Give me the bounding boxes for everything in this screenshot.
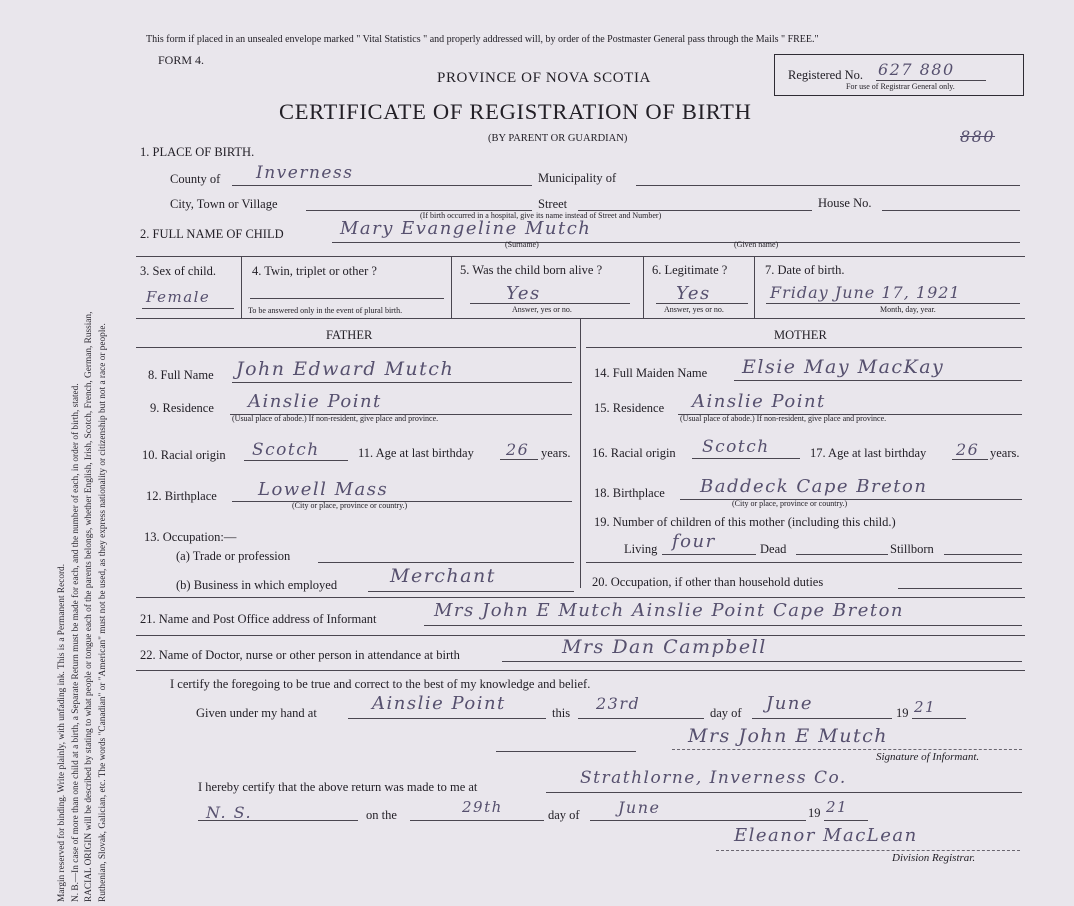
province-heading: PROVINCE OF NOVA SCOTIA bbox=[437, 70, 651, 86]
mother-age-years: years. bbox=[990, 446, 1020, 460]
registrar-day-value: 29th bbox=[462, 798, 503, 816]
father-racial-label: 10. Racial origin bbox=[142, 448, 226, 462]
given-this-label: this bbox=[552, 706, 571, 720]
page-subtitle: (BY PARENT OR GUARDIAN) bbox=[488, 133, 628, 144]
father-residence-value: Ainslie Point bbox=[248, 391, 382, 412]
margin-notes bbox=[56, 2, 128, 902]
alive-note: Answer, yes or no. bbox=[512, 305, 572, 314]
county-value: Inverness bbox=[256, 163, 354, 183]
mother-name-value: Elsie May MacKay bbox=[742, 356, 945, 378]
registrar-year-value: 21 bbox=[826, 798, 849, 816]
registrar-signature-caption: Division Registrar. bbox=[892, 852, 976, 864]
margin-note-4: Ruthenian, Slovak, Galician, etc. The words "Canadian" or "American" must not be used, as they express nationality or citizenship but not a race or people. bbox=[97, 323, 108, 902]
given-day-of-label: day of bbox=[710, 706, 742, 720]
mother-birthplace-note: (City or place, province or country.) bbox=[732, 499, 848, 508]
registered-label: Registered No. bbox=[788, 68, 863, 82]
mother-birthplace-label: 18. Birthplace bbox=[594, 486, 665, 500]
alive-value: Yes bbox=[506, 283, 541, 304]
mother-name-label: 14. Full Maiden Name bbox=[594, 366, 708, 380]
legitimate-note: Answer, yes or no. bbox=[664, 305, 724, 314]
certification-statement: I certify the foregoing to be true and correct to the best of my knowledge and belief. bbox=[170, 677, 591, 691]
registrar-place-value: Strathlorne, Inverness Co. bbox=[580, 768, 847, 788]
postage-notice: This form if placed in an unsealed envelope marked " Vital Statistics " and properly addressed will, by order of the Postmaster General pass through the Mails " FREE." bbox=[146, 34, 819, 45]
registrar-statement: I hereby certify that the above return was made to me at bbox=[198, 780, 478, 794]
form-number: FORM 4. bbox=[158, 53, 205, 67]
mother-residence-note: (Usual place of abode.) If non-resident, give place and province. bbox=[680, 414, 887, 423]
trade-label: (a) Trade or profession bbox=[176, 549, 291, 563]
occupation-label: 13. Occupation:— bbox=[144, 530, 237, 544]
given-day-value: 23rd bbox=[596, 694, 641, 713]
mother-residence-value: Ainslie Point bbox=[692, 391, 826, 412]
registrar-year-prefix: 19 bbox=[808, 806, 821, 820]
hospital-note: (If birth occurred in a hospital, give its name instead of Street and Number) bbox=[420, 211, 662, 220]
father-age-years: years. bbox=[541, 446, 571, 460]
doctor-value: Mrs Dan Campbell bbox=[562, 636, 767, 658]
given-year-value: 21 bbox=[914, 698, 937, 716]
father-residence-label: 9. Residence bbox=[150, 401, 214, 415]
children-count-label: 19. Number of children of this mother (including this child.) bbox=[594, 515, 896, 529]
county-label: County of bbox=[170, 172, 221, 186]
registrar-place-continued: N. S. bbox=[206, 803, 253, 822]
birth-date-label: 7. Date of birth. bbox=[765, 263, 845, 277]
given-name-note: (Given name) bbox=[734, 240, 779, 249]
father-birthplace-note: (City or place, province or country.) bbox=[292, 501, 408, 510]
father-birthplace-label: 12. Birthplace bbox=[146, 489, 217, 503]
margin-note-2: N. B.—In case of more than one child at a birth, a Separate Return must be made for each, and the number of each, in order of birth, stated. bbox=[70, 383, 81, 902]
registrar-month-value: June bbox=[618, 798, 661, 817]
registered-number: 627 880 bbox=[878, 60, 955, 79]
mother-age-value: 26 bbox=[956, 440, 980, 459]
living-value: four bbox=[672, 531, 716, 552]
child-name-label: 2. FULL NAME OF CHILD bbox=[140, 227, 284, 241]
given-place-value: Ainslie Point bbox=[372, 693, 506, 714]
business-label: (b) Business in which employed bbox=[176, 578, 338, 592]
mother-birthplace-value: Baddeck Cape Breton bbox=[700, 476, 928, 497]
given-year-prefix: 19 bbox=[896, 706, 909, 720]
informant-label: 21. Name and Post Office address of Informant bbox=[140, 612, 377, 626]
birth-date-note: Month, day, year. bbox=[880, 305, 936, 314]
legitimate-label: 6. Legitimate ? bbox=[652, 263, 728, 277]
twin-note: To be answered only in the event of plural birth. bbox=[248, 306, 403, 315]
given-under-label: Given under my hand at bbox=[196, 706, 317, 720]
informant-value: Mrs John E Mutch Ainslie Point Cape Breton bbox=[434, 600, 905, 621]
father-residence-note: (Usual place of abode.) If non-resident, give place and province. bbox=[232, 414, 439, 423]
mother-residence-label: 15. Residence bbox=[594, 401, 665, 415]
birth-date-value: Friday June 17, 1921 bbox=[770, 283, 961, 302]
margin-note-3: RACIAL ORIGIN will be described by stating to what people or tongue each of the parents belongs, whether English, Irish, Scotch, French, German, Russian, bbox=[84, 311, 95, 902]
registrar-note: For use of Registrar General only. bbox=[846, 82, 955, 91]
father-name-label: 8. Full Name bbox=[148, 368, 214, 382]
father-name-value: John Edward Mutch bbox=[236, 358, 455, 380]
father-heading: FATHER bbox=[326, 328, 373, 342]
stillborn-label: Stillborn bbox=[890, 542, 934, 556]
legitimate-value: Yes bbox=[676, 283, 711, 304]
mother-occupation-label: 20. Occupation, if other than household duties bbox=[592, 575, 824, 589]
street-label: Street bbox=[538, 197, 568, 211]
father-birthplace-value: Lowell Mass bbox=[258, 479, 389, 500]
father-age-value: 26 bbox=[506, 440, 530, 459]
mother-racial-value: Scotch bbox=[702, 437, 770, 457]
business-value: Merchant bbox=[390, 565, 496, 587]
living-label: Living bbox=[624, 542, 658, 556]
dead-label: Dead bbox=[760, 542, 787, 556]
mother-heading: MOTHER bbox=[774, 328, 827, 342]
twin-label: 4. Twin, triplet or other ? bbox=[252, 264, 377, 278]
informant-signature: Mrs John E Mutch bbox=[688, 725, 889, 747]
sex-value: Female bbox=[146, 288, 211, 306]
informant-signature-caption: Signature of Informant. bbox=[876, 751, 980, 763]
registrar-signature: Eleanor MacLean bbox=[734, 825, 918, 846]
alive-label: 5. Was the child born alive ? bbox=[460, 263, 603, 277]
registrar-day-of-label: day of bbox=[548, 808, 580, 822]
doctor-label: 22. Name of Doctor, nurse or other person in attendance at birth bbox=[140, 648, 460, 662]
given-month-value: June bbox=[766, 693, 814, 714]
registrar-on-label: on the bbox=[366, 808, 397, 822]
father-racial-value: Scotch bbox=[252, 440, 320, 460]
margin-note-1: Margin reserved for binding. Write plainly, with unfading ink. This is a Permanent Record. bbox=[57, 563, 67, 902]
mother-age-label: 17. Age at last birthday bbox=[810, 446, 927, 460]
margin-number: 880 bbox=[960, 127, 996, 146]
municipality-label: Municipality of bbox=[538, 171, 617, 185]
father-age-label: 11. Age at last birthday bbox=[358, 446, 474, 460]
surname-note: (Surname) bbox=[505, 240, 539, 249]
place-of-birth-label: 1. PLACE OF BIRTH. bbox=[140, 145, 255, 159]
city-label: City, Town or Village bbox=[170, 197, 278, 211]
house-number-label: House No. bbox=[818, 196, 872, 210]
sex-label: 3. Sex of child. bbox=[140, 264, 217, 278]
page-title: CERTIFICATE OF REGISTRATION OF BIRTH bbox=[279, 99, 752, 124]
mother-racial-label: 16. Racial origin bbox=[592, 446, 676, 460]
child-name-value: Mary Evangeline Mutch bbox=[340, 218, 592, 239]
